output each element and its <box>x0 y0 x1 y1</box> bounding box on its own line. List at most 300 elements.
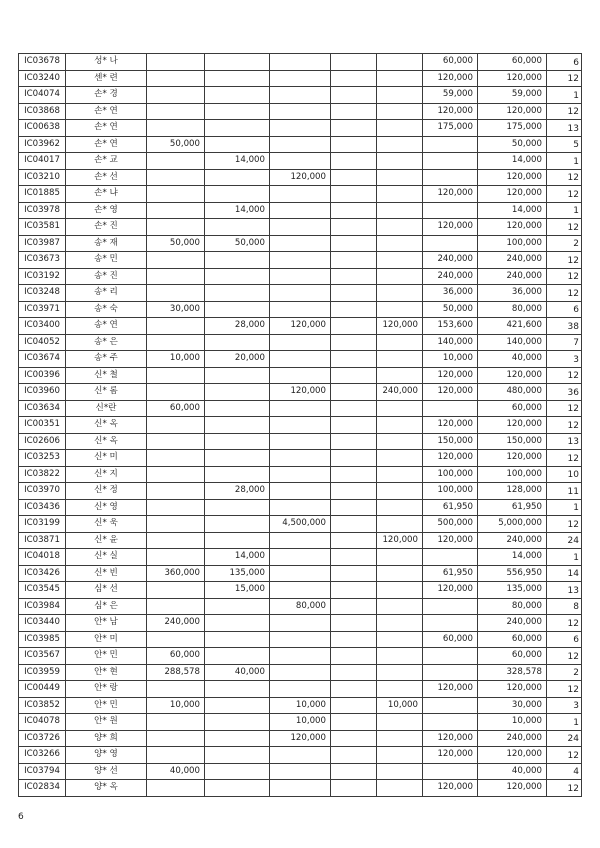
cell-col-4 <box>331 532 377 549</box>
cell-col-4 <box>331 433 377 450</box>
table-row <box>19 202 582 219</box>
cell-total: 120,000 <box>478 169 547 186</box>
cell-col-3: 4,500,000 <box>270 516 331 533</box>
cell-col-2: 40,000 <box>205 664 270 681</box>
cell-name: 안* 남 <box>66 615 147 632</box>
cell-id: IC00396 <box>19 367 66 384</box>
cell-col-3 <box>270 136 331 153</box>
cell-col-6: 120,000 <box>423 747 478 764</box>
cell-col-1 <box>147 202 205 219</box>
cell-col-6 <box>423 648 478 665</box>
cell-id: IC03440 <box>19 615 66 632</box>
cell-col-4 <box>331 565 377 582</box>
cell-col-2 <box>205 763 270 780</box>
cell-name: 안* 민 <box>66 697 147 714</box>
cell-id: IC03266 <box>19 747 66 764</box>
cell-col-4 <box>331 169 377 186</box>
cell-col-5 <box>377 615 423 632</box>
cell-col-4 <box>331 466 377 483</box>
cell-col-3 <box>270 186 331 203</box>
cell-col-1 <box>147 318 205 335</box>
cell-col-5 <box>377 681 423 698</box>
cell-id: IC00449 <box>19 681 66 698</box>
cell-col-3 <box>270 153 331 170</box>
cell-col-4 <box>331 70 377 87</box>
cell-total: 120,000 <box>478 219 547 236</box>
cell-col-1 <box>147 417 205 434</box>
cell-col-2 <box>205 714 270 731</box>
cell-count: 12 <box>547 252 582 269</box>
cell-col-4 <box>331 681 377 698</box>
cell-col-1 <box>147 219 205 236</box>
cell-total: 100,000 <box>478 466 547 483</box>
cell-col-6: 500,000 <box>423 516 478 533</box>
cell-total: 14,000 <box>478 549 547 566</box>
cell-col-2 <box>205 466 270 483</box>
cell-total: 80,000 <box>478 301 547 318</box>
cell-col-1 <box>147 169 205 186</box>
cell-name: 손* 연 <box>66 120 147 137</box>
cell-col-5 <box>377 268 423 285</box>
cell-name: 양* 옥 <box>66 780 147 797</box>
cell-total: 40,000 <box>478 351 547 368</box>
table-row <box>19 450 582 467</box>
cell-col-1: 10,000 <box>147 351 205 368</box>
cell-total: 40,000 <box>478 763 547 780</box>
table-row <box>19 252 582 269</box>
cell-total: 120,000 <box>478 70 547 87</box>
cell-col-1: 50,000 <box>147 235 205 252</box>
cell-col-3: 120,000 <box>270 169 331 186</box>
cell-total: 328,578 <box>478 664 547 681</box>
cell-total: 556,950 <box>478 565 547 582</box>
cell-col-5 <box>377 367 423 384</box>
cell-id: IC03400 <box>19 318 66 335</box>
cell-col-2 <box>205 285 270 302</box>
cell-col-1 <box>147 549 205 566</box>
cell-count: 3 <box>547 697 582 714</box>
table-row <box>19 516 582 533</box>
cell-id: IC03962 <box>19 136 66 153</box>
cell-col-1 <box>147 120 205 137</box>
table-row <box>19 268 582 285</box>
table-row <box>19 186 582 203</box>
cell-col-3: 120,000 <box>270 384 331 401</box>
cell-name: 손* 진 <box>66 219 147 236</box>
cell-col-6: 120,000 <box>423 450 478 467</box>
cell-id: IC03240 <box>19 70 66 87</box>
cell-id: IC03567 <box>19 648 66 665</box>
cell-col-3 <box>270 681 331 698</box>
cell-col-1 <box>147 483 205 500</box>
cell-col-3 <box>270 466 331 483</box>
cell-col-4 <box>331 351 377 368</box>
cell-col-1 <box>147 433 205 450</box>
cell-col-1 <box>147 367 205 384</box>
cell-count: 12 <box>547 400 582 417</box>
cell-count: 12 <box>547 648 582 665</box>
cell-col-1: 240,000 <box>147 615 205 632</box>
cell-col-6: 120,000 <box>423 103 478 120</box>
table-row <box>19 499 582 516</box>
cell-col-1 <box>147 532 205 549</box>
cell-col-5 <box>377 186 423 203</box>
cell-col-5 <box>377 169 423 186</box>
cell-total: 240,000 <box>478 252 547 269</box>
cell-total: 120,000 <box>478 367 547 384</box>
cell-col-4 <box>331 367 377 384</box>
table-row <box>19 747 582 764</box>
table-row <box>19 648 582 665</box>
cell-col-1 <box>147 450 205 467</box>
cell-col-5 <box>377 499 423 516</box>
cell-col-2 <box>205 780 270 797</box>
cell-id: IC03984 <box>19 598 66 615</box>
table-body <box>19 54 582 797</box>
cell-col-6: 36,000 <box>423 285 478 302</box>
cell-id: IC03871 <box>19 532 66 549</box>
cell-col-2 <box>205 54 270 71</box>
cell-name: 송* 민 <box>66 252 147 269</box>
cell-col-5 <box>377 648 423 665</box>
cell-col-5 <box>377 120 423 137</box>
cell-col-2 <box>205 334 270 351</box>
cell-col-3 <box>270 301 331 318</box>
table-row <box>19 153 582 170</box>
cell-id: IC03436 <box>19 499 66 516</box>
cell-col-1 <box>147 103 205 120</box>
cell-id: IC03852 <box>19 697 66 714</box>
table-row <box>19 433 582 450</box>
cell-col-5 <box>377 433 423 450</box>
cell-col-3 <box>270 103 331 120</box>
cell-col-4 <box>331 697 377 714</box>
cell-count: 1 <box>547 714 582 731</box>
cell-name: 안* 랑 <box>66 681 147 698</box>
table-row <box>19 301 582 318</box>
table-row <box>19 70 582 87</box>
cell-col-3 <box>270 648 331 665</box>
cell-col-2 <box>205 615 270 632</box>
cell-col-6: 120,000 <box>423 582 478 599</box>
cell-name: 양* 희 <box>66 730 147 747</box>
cell-count: 12 <box>547 268 582 285</box>
cell-name: 손* 영 <box>66 202 147 219</box>
cell-name: 신* 옥 <box>66 433 147 450</box>
cell-col-1: 10,000 <box>147 697 205 714</box>
cell-col-2: 135,000 <box>205 565 270 582</box>
cell-name: 송* 리 <box>66 285 147 302</box>
cell-col-2 <box>205 252 270 269</box>
cell-name: 안* 현 <box>66 664 147 681</box>
cell-count: 14 <box>547 565 582 582</box>
cell-total: 10,000 <box>478 714 547 731</box>
cell-total: 60,000 <box>478 54 547 71</box>
cell-col-4 <box>331 54 377 71</box>
cell-col-1 <box>147 285 205 302</box>
cell-col-3 <box>270 532 331 549</box>
cell-col-5 <box>377 730 423 747</box>
cell-count: 4 <box>547 763 582 780</box>
cell-col-4 <box>331 615 377 632</box>
cell-id: IC03192 <box>19 268 66 285</box>
cell-id: IC02606 <box>19 433 66 450</box>
cell-col-6: 120,000 <box>423 384 478 401</box>
cell-col-2 <box>205 516 270 533</box>
cell-col-5: 120,000 <box>377 532 423 549</box>
cell-id: IC00638 <box>19 120 66 137</box>
cell-col-1 <box>147 466 205 483</box>
cell-col-3 <box>270 235 331 252</box>
table-row <box>19 681 582 698</box>
cell-col-6 <box>423 615 478 632</box>
cell-count: 1 <box>547 202 582 219</box>
cell-id: IC03970 <box>19 483 66 500</box>
cell-col-2 <box>205 103 270 120</box>
cell-col-4 <box>331 664 377 681</box>
cell-col-5 <box>377 252 423 269</box>
cell-col-6: 120,000 <box>423 730 478 747</box>
cell-col-3 <box>270 334 331 351</box>
cell-col-1: 50,000 <box>147 136 205 153</box>
cell-col-2 <box>205 730 270 747</box>
table-row <box>19 351 582 368</box>
cell-name: 안* 미 <box>66 631 147 648</box>
cell-col-3 <box>270 747 331 764</box>
cell-col-6: 240,000 <box>423 268 478 285</box>
cell-col-1 <box>147 681 205 698</box>
cell-count: 12 <box>547 747 582 764</box>
cell-count: 12 <box>547 780 582 797</box>
cell-total: 175,000 <box>478 120 547 137</box>
cell-name: 손* 연 <box>66 136 147 153</box>
cell-col-6 <box>423 169 478 186</box>
cell-name: 손* 연 <box>66 103 147 120</box>
cell-count: 6 <box>547 54 582 71</box>
cell-total: 60,000 <box>478 400 547 417</box>
cell-col-2: 28,000 <box>205 483 270 500</box>
cell-count: 12 <box>547 285 582 302</box>
cell-col-3 <box>270 367 331 384</box>
cell-id: IC04052 <box>19 334 66 351</box>
cell-col-3 <box>270 285 331 302</box>
cell-total: 14,000 <box>478 202 547 219</box>
cell-col-6 <box>423 697 478 714</box>
cell-col-4 <box>331 400 377 417</box>
cell-name: 송* 진 <box>66 268 147 285</box>
cell-col-5: 10,000 <box>377 697 423 714</box>
cell-name: 안* 민 <box>66 648 147 665</box>
cell-col-6 <box>423 664 478 681</box>
cell-id: IC03634 <box>19 400 66 417</box>
cell-id: IC03960 <box>19 384 66 401</box>
cell-col-3: 120,000 <box>270 318 331 335</box>
cell-col-2: 20,000 <box>205 351 270 368</box>
cell-col-6: 59,000 <box>423 87 478 104</box>
cell-id: IC03971 <box>19 301 66 318</box>
cell-col-3 <box>270 54 331 71</box>
cell-id: IC03978 <box>19 202 66 219</box>
table-row <box>19 598 582 615</box>
cell-col-5: 240,000 <box>377 384 423 401</box>
cell-name: 신* 정 <box>66 483 147 500</box>
cell-col-5 <box>377 565 423 582</box>
cell-col-3 <box>270 763 331 780</box>
table-row <box>19 714 582 731</box>
cell-total: 128,000 <box>478 483 547 500</box>
cell-id: IC00351 <box>19 417 66 434</box>
cell-col-5 <box>377 664 423 681</box>
cell-col-4 <box>331 87 377 104</box>
cell-col-4 <box>331 153 377 170</box>
cell-col-6: 120,000 <box>423 367 478 384</box>
cell-total: 60,000 <box>478 631 547 648</box>
cell-col-1 <box>147 54 205 71</box>
cell-col-6: 120,000 <box>423 780 478 797</box>
cell-name: 신*란 <box>66 400 147 417</box>
table-row <box>19 549 582 566</box>
table-row <box>19 532 582 549</box>
cell-col-5 <box>377 714 423 731</box>
cell-count: 12 <box>547 615 582 632</box>
cell-col-3 <box>270 202 331 219</box>
cell-col-2 <box>205 631 270 648</box>
cell-id: IC03822 <box>19 466 66 483</box>
cell-col-1 <box>147 384 205 401</box>
cell-total: 120,000 <box>478 450 547 467</box>
cell-col-4 <box>331 103 377 120</box>
table-row <box>19 103 582 120</box>
cell-col-6: 100,000 <box>423 466 478 483</box>
cell-name: 신* 영 <box>66 499 147 516</box>
cell-col-4 <box>331 252 377 269</box>
cell-col-1 <box>147 499 205 516</box>
cell-col-5: 120,000 <box>377 318 423 335</box>
cell-total: 120,000 <box>478 186 547 203</box>
cell-name: 송* 연 <box>66 318 147 335</box>
cell-col-4 <box>331 384 377 401</box>
cell-col-2 <box>205 697 270 714</box>
cell-id: IC04017 <box>19 153 66 170</box>
cell-col-6: 153,600 <box>423 318 478 335</box>
cell-count: 7 <box>547 334 582 351</box>
table-row <box>19 615 582 632</box>
cell-col-3 <box>270 268 331 285</box>
cell-col-6 <box>423 153 478 170</box>
cell-col-6: 120,000 <box>423 186 478 203</box>
cell-col-3 <box>270 664 331 681</box>
cell-col-6 <box>423 202 478 219</box>
cell-id: IC04018 <box>19 549 66 566</box>
cell-count: 1 <box>547 87 582 104</box>
cell-name: 안* 원 <box>66 714 147 731</box>
cell-col-4 <box>331 318 377 335</box>
cell-col-4 <box>331 120 377 137</box>
cell-id: IC01885 <box>19 186 66 203</box>
cell-col-3: 10,000 <box>270 697 331 714</box>
cell-name: 신* 윤 <box>66 532 147 549</box>
cell-col-6: 61,950 <box>423 499 478 516</box>
table-row <box>19 367 582 384</box>
cell-count: 36 <box>547 384 582 401</box>
cell-total: 135,000 <box>478 582 547 599</box>
cell-col-2 <box>205 120 270 137</box>
cell-id: IC03673 <box>19 252 66 269</box>
cell-count: 12 <box>547 70 582 87</box>
cell-col-1 <box>147 186 205 203</box>
cell-name: 송* 은 <box>66 334 147 351</box>
cell-col-6 <box>423 235 478 252</box>
cell-total: 120,000 <box>478 417 547 434</box>
cell-count: 12 <box>547 367 582 384</box>
cell-col-3 <box>270 780 331 797</box>
cell-id: IC03199 <box>19 516 66 533</box>
cell-col-3 <box>270 549 331 566</box>
table-row <box>19 318 582 335</box>
cell-col-2: 28,000 <box>205 318 270 335</box>
cell-count: 12 <box>547 516 582 533</box>
cell-total: 120,000 <box>478 103 547 120</box>
cell-total: 36,000 <box>478 285 547 302</box>
cell-total: 60,000 <box>478 648 547 665</box>
cell-col-1 <box>147 516 205 533</box>
cell-col-5 <box>377 334 423 351</box>
cell-col-6: 100,000 <box>423 483 478 500</box>
cell-count: 24 <box>547 730 582 747</box>
cell-count: 3 <box>547 351 582 368</box>
cell-col-6: 175,000 <box>423 120 478 137</box>
cell-col-4 <box>331 483 377 500</box>
cell-col-3 <box>270 87 331 104</box>
donation-table <box>18 53 582 797</box>
table-row <box>19 235 582 252</box>
cell-col-6: 140,000 <box>423 334 478 351</box>
cell-col-6 <box>423 400 478 417</box>
table-row <box>19 730 582 747</box>
cell-total: 50,000 <box>478 136 547 153</box>
cell-col-3 <box>270 565 331 582</box>
cell-name: 송* 재 <box>66 235 147 252</box>
cell-col-2 <box>205 417 270 434</box>
cell-count: 12 <box>547 219 582 236</box>
cell-count: 1 <box>547 549 582 566</box>
cell-col-2 <box>205 136 270 153</box>
cell-total: 59,000 <box>478 87 547 104</box>
cell-name: 신* 빈 <box>66 565 147 582</box>
cell-col-6: 60,000 <box>423 631 478 648</box>
cell-name: 송* 숙 <box>66 301 147 318</box>
cell-count: 6 <box>547 631 582 648</box>
cell-col-2 <box>205 450 270 467</box>
cell-col-5 <box>377 417 423 434</box>
table-row <box>19 219 582 236</box>
cell-col-4 <box>331 747 377 764</box>
cell-col-5 <box>377 549 423 566</box>
cell-col-4 <box>331 631 377 648</box>
cell-col-6: 120,000 <box>423 219 478 236</box>
cell-col-1 <box>147 334 205 351</box>
cell-col-1: 288,578 <box>147 664 205 681</box>
cell-count: 12 <box>547 417 582 434</box>
cell-col-3 <box>270 433 331 450</box>
table-row <box>19 582 582 599</box>
cell-col-2: 50,000 <box>205 235 270 252</box>
cell-name: 손* 경 <box>66 87 147 104</box>
cell-col-2 <box>205 186 270 203</box>
table-row <box>19 136 582 153</box>
cell-count: 8 <box>547 598 582 615</box>
cell-col-6 <box>423 598 478 615</box>
